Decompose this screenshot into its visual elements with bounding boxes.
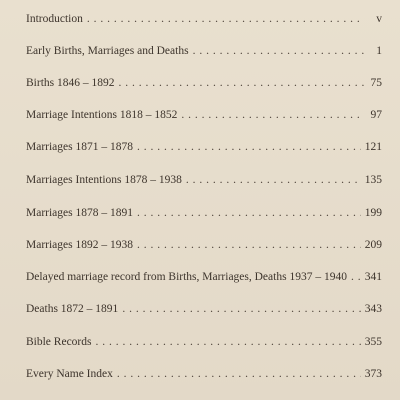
toc-entry-marriage-intentions-1818 [26, 108, 382, 122]
dot-leader [137, 238, 361, 252]
dot-leader [119, 76, 365, 90]
toc-entry-bible-records [26, 335, 382, 349]
toc-entry-title: Marriage Intentions 1818 – 1852 [26, 109, 178, 121]
toc-entry-early-records [26, 44, 382, 58]
toc-entry-title: Early Births, Marriages and Deaths [26, 45, 189, 57]
dot-leader [137, 206, 361, 220]
toc-entry-title: Delayed marriage record from Births, Marriages, Deaths 1937 – 1940 [26, 271, 347, 283]
toc-entry-page: v [376, 13, 382, 25]
toc-entry-page: 75 [370, 77, 382, 89]
dot-leader [351, 270, 361, 284]
dot-leader [137, 140, 361, 154]
dot-leader [117, 367, 361, 381]
toc-entry-title: Marriages 1871 – 1878 [26, 141, 133, 153]
toc-entry-page: 97 [370, 109, 382, 121]
toc-entry-page: 209 [364, 239, 382, 251]
toc-entry-marriages-1871 [26, 140, 382, 154]
toc-entry-page: 355 [364, 336, 382, 348]
toc-entry-deaths [26, 302, 382, 316]
dot-leader [181, 108, 364, 122]
toc-entry-title: Marriages 1878 – 1891 [26, 207, 133, 219]
toc-entry-page: 341 [364, 271, 382, 283]
toc-entry-title: Bible Records [26, 336, 92, 348]
toc-entry-page: 343 [364, 303, 382, 315]
toc-entry-title: Marriages Intentions 1878 – 1938 [26, 174, 182, 186]
toc-entry-page: 121 [364, 141, 382, 153]
toc-entry-marriages-1892 [26, 238, 382, 252]
toc-entry-title: Deaths 1872 – 1891 [26, 303, 119, 315]
toc-entry-page: 135 [364, 174, 382, 186]
toc-entry-marriages-1878 [26, 206, 382, 220]
dot-leader [193, 44, 364, 58]
toc-entry-marriages-intentions-1878 [26, 173, 382, 187]
toc-entry-introduction [26, 12, 382, 26]
dot-leader [186, 173, 361, 187]
toc-entry-page: 373 [364, 368, 382, 380]
toc-entry-page: 199 [364, 207, 382, 219]
toc-entry-title: Introduction [26, 13, 83, 25]
toc-entry-title: Marriages 1892 – 1938 [26, 239, 133, 251]
toc-entry-title: Births 1846 – 1892 [26, 77, 115, 89]
toc-entry-every-name-index [26, 367, 382, 381]
toc-entry-title: Every Name Index [26, 368, 113, 380]
dot-leader [95, 335, 360, 349]
dot-leader [122, 302, 360, 316]
toc-entry-page: 1 [376, 45, 382, 57]
toc-entry-births [26, 76, 382, 90]
toc-entry-delayed-marriage-record [26, 270, 382, 284]
dot-leader [87, 12, 364, 26]
